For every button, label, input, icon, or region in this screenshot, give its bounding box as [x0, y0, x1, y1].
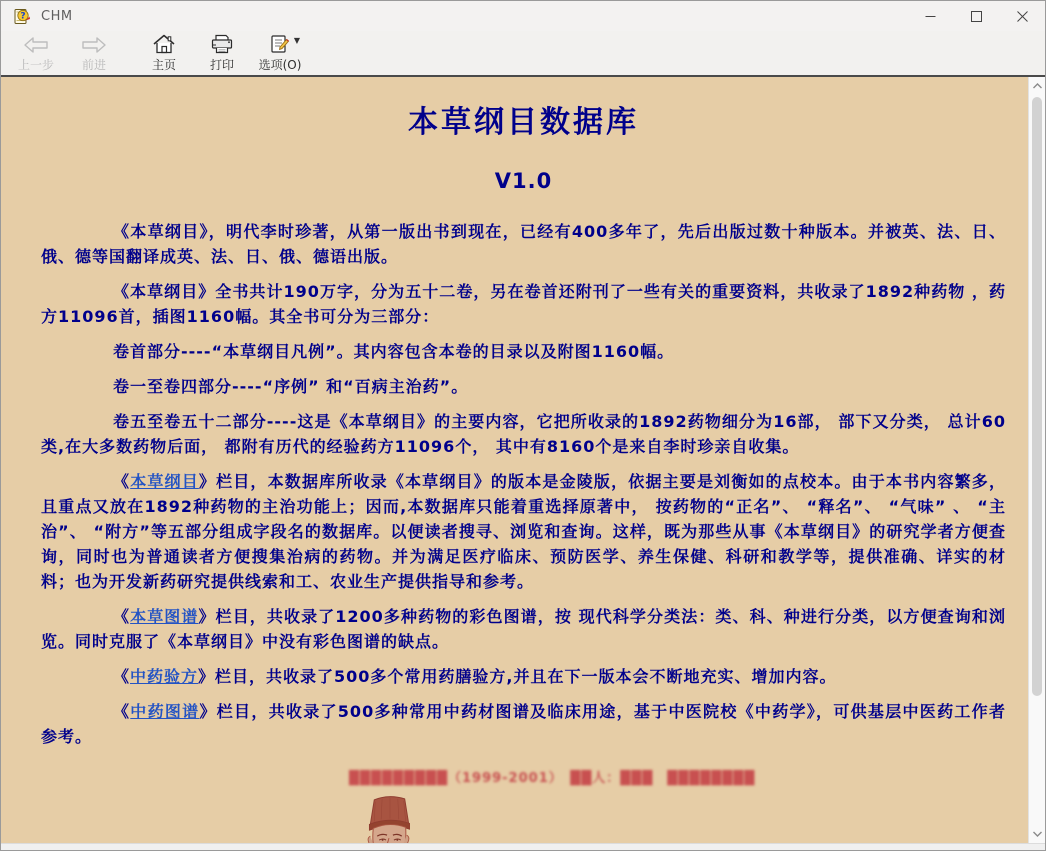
paragraph — [41, 374, 1006, 399]
paragraph-text: 》栏目，共收录了500多种常用中药材图谱及临床用途，基于中医院校《中药学》，可供基层中医药工作者参考。 — [41, 702, 1006, 746]
paragraph-text: 《 — [113, 472, 131, 491]
paragraph — [41, 339, 1006, 364]
paragraph-text: 《本草纲目》，明代李时珍著，从第一版出书到现在，已经有400多年了，先后出版过数十种版本。并被英、法、日、俄、德等国翻译成英、法、日、俄、德语出版。 — [41, 222, 1006, 266]
document-footer — [349, 767, 1006, 843]
titlebar — [1, 1, 1045, 31]
paragraph — [41, 469, 1006, 594]
inline-link[interactable]: 本草图谱 — [130, 607, 199, 626]
print-label: 打印 — [209, 57, 234, 72]
options-label: 选项(O) — [258, 57, 302, 72]
scrollbar-track[interactable] — [1029, 95, 1045, 825]
maximize-button[interactable] — [953, 1, 999, 31]
scrollbar-thumb[interactable] — [1032, 97, 1042, 696]
minimize-icon — [925, 11, 936, 22]
paragraph-text: 》栏目，共收录了1200多种药物的彩色图谱，按 现代科学分类法：类、科、种进行分类，以方便查询和浏览。同时克服了《本草纲目》中没有彩色图谱的缺点。 — [41, 607, 1006, 651]
close-button[interactable] — [999, 1, 1045, 31]
chm-help-icon — [13, 7, 31, 25]
document-view — [1, 77, 1028, 843]
censored-copyright-note: █████████（1999-2001） ██人：███ ████████ — [349, 771, 756, 786]
paragraph-text: 《 — [113, 702, 131, 721]
scroll-down-icon[interactable] — [1029, 825, 1045, 843]
scrollbar[interactable] — [1028, 77, 1045, 843]
li-shizhen-portrait-image — [341, 790, 435, 843]
paragraph — [41, 279, 1006, 329]
back-label: 上一步 — [17, 57, 54, 72]
printer-icon — [210, 34, 234, 54]
window-bottom-edge — [1, 843, 1045, 850]
back-arrow-icon — [23, 34, 49, 54]
version-label: V1.0 — [494, 169, 553, 193]
paragraph — [41, 219, 1006, 269]
document-body — [41, 219, 1006, 749]
back-button[interactable] — [7, 32, 65, 74]
scroll-up-icon[interactable] — [1029, 77, 1045, 95]
paragraph-text: 卷五至卷五十二部分----这是《本草纲目》的主要内容，它把所收录的1892药物细分为16部， 部下又分类， 总计60类,在大多数药物后面， 都附有历代的经验药方11096个， 其中有8160个是来自李时珍亲自收集。 — [41, 412, 1006, 456]
dropdown-arrow-icon: ▼ — [293, 35, 300, 45]
window-title: CHM — [41, 8, 73, 24]
paragraph-text: 》栏目，本数据库所收录《本草纲目》的版本是金陵版，依据主要是刘衡如的点校本。由于本书内容繁多，且重点又放在1892种药物的主治功能上；因而,本数据库只能着重选择原著中， 按药物的“正名”、 “释名”、 “气味” 、 “主治”、 “附方”等五部分组成字段名的数据库。以便读者搜寻、浏览和查询。这样，既为那些从事《本草纲目》的研究学者方便查询，同时也为普通读者方便搜集治病的药物。并为满足医疗临床、预防医学、养生保健、科研和教学等，提供准确、详实的材料；也为开发新药研究提供线索和工、农业生产提供指导和参考。 — [41, 472, 1006, 591]
maximize-icon — [971, 11, 982, 22]
window-controls — [907, 1, 1045, 31]
toolbar — [1, 31, 1045, 77]
content-area — [1, 77, 1045, 843]
home-icon — [152, 34, 176, 54]
home-button[interactable] — [135, 32, 193, 74]
paragraph-text: 《 — [113, 607, 131, 626]
paragraph-text: 《本草纲目》全书共计190万字，分为五十二卷，另在卷首还附刊了一些有关的重要资料，共收录了1892种药物 ，药方11096首，插图1160幅。其全书可分为三部分： — [41, 282, 1006, 326]
paragraph — [41, 664, 1006, 689]
options-icon — [269, 34, 300, 54]
home-label: 主页 — [151, 57, 176, 72]
minimize-button[interactable] — [907, 1, 953, 31]
inline-link[interactable]: 本草纲目 — [130, 472, 199, 491]
paragraph-text: 卷一至卷四部分----“序例” 和“百病主治药”。 — [113, 377, 469, 396]
inline-link[interactable]: 中药验方 — [130, 667, 199, 686]
paragraph-text: 》栏目，共收录了500多个常用药膳验方,并且在下一版本会不断地充实、增加内容。 — [198, 667, 837, 686]
close-icon — [1017, 11, 1028, 22]
options-button[interactable] — [251, 32, 309, 74]
paragraph — [41, 409, 1006, 459]
paragraph — [41, 699, 1006, 749]
page-title: 本草纲目数据库 — [408, 105, 639, 140]
forward-arrow-icon — [81, 34, 107, 54]
paragraph — [41, 604, 1006, 654]
print-button[interactable] — [193, 32, 251, 74]
paragraph-text: 卷首部分----“本草纲目凡例”。其内容包含本卷的目录以及附图1160幅。 — [113, 342, 675, 361]
inline-link[interactable]: 中药图谱 — [130, 702, 200, 721]
forward-label: 前进 — [81, 57, 106, 72]
forward-button[interactable] — [65, 32, 123, 74]
svg-text:?: ? — [20, 11, 26, 22]
paragraph-text: 《 — [113, 667, 131, 686]
